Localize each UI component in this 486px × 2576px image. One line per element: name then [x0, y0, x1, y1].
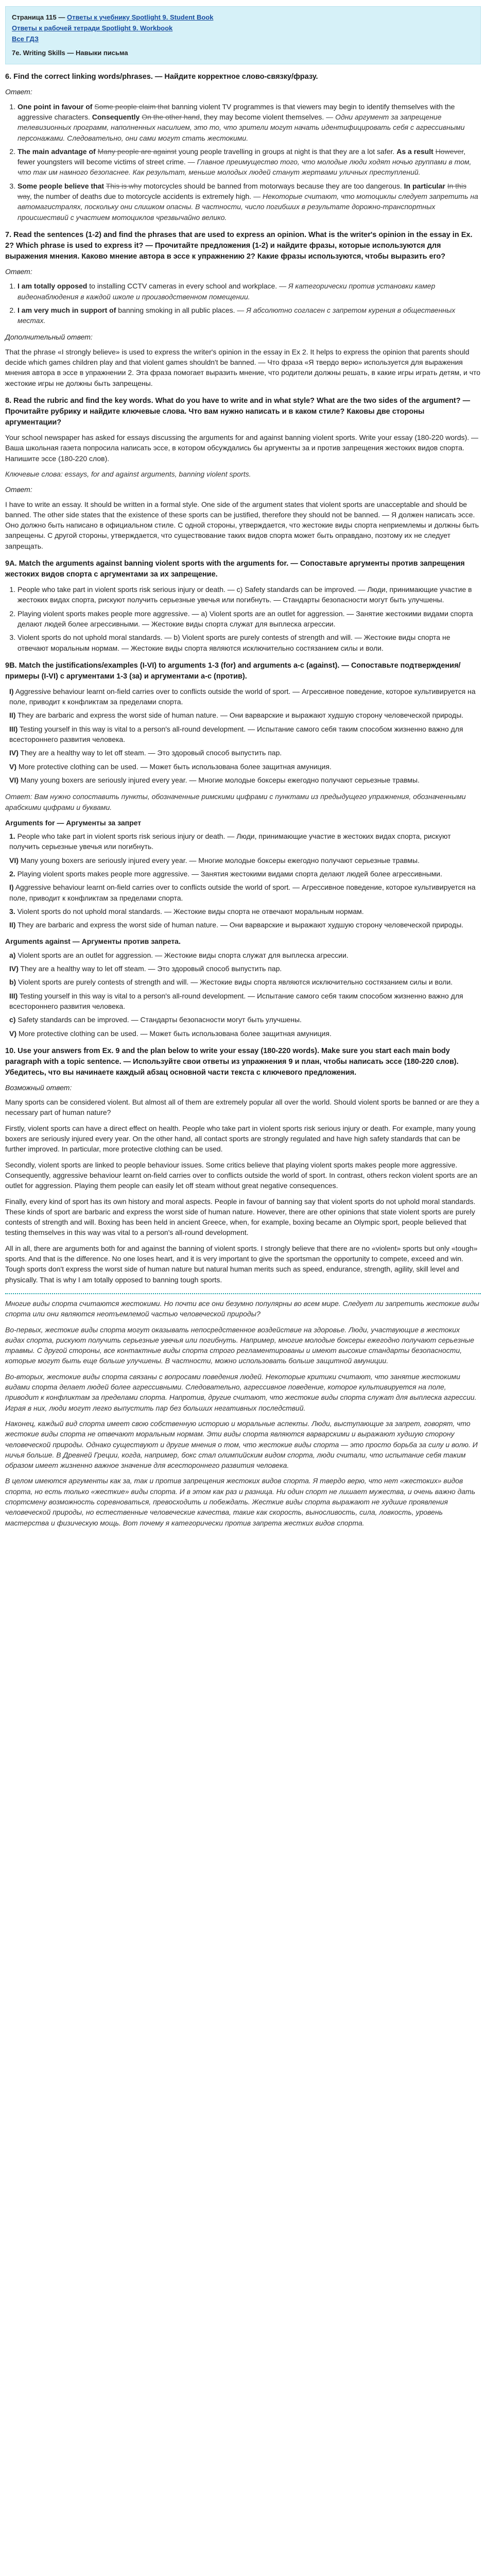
sentence-text: young people travelling in groups at night is that they are a lot safer.: [176, 147, 397, 156]
list-item: 3. Violent sports do not uphold moral standards. — b) Violent sports are purely contests of strength and will. — Жестокие виды спорта не отвечают моральным нормам. — Жестокие виды спорта являются исключительно состязанием силы и воли.: [18, 632, 481, 653]
ex7-heading: 7. Read the sentences (1-2) and find the phrases that are used to express an opinion. What is the writer's opinion in the essay in Ex. 2? Which phrase is used to express it? — Прочитайте предложения (1-2) и найдите фразы, которые используются для выражения мнения. Каково мнение автора в эссе к упражнению 2? Какие фразы используются, чтобы выразить его?: [5, 230, 473, 261]
arguments-for-list: [5, 831, 481, 930]
essay-translation: Многие виды спорта считаются жестокими. Но почти все они безумно популярны во всем мире. Следует ли запретить жестокие виды спорта или они являются неотъемлемой частью человеческой природы?: [5, 1299, 479, 1318]
ex7-extra-answer: That the phrase «I strongly believe» is used to express the writer's opinion in the essay in Ex 2. It helps to express the opinion that parents should decide which games children play and that violent games shouldn't be banned. — Что фраза «Я твердо верю» используется для выражения мнения автора в эссе в упражнении 2. Эта фраза помогает выразить мнение, что родители должны решать, в какие игры играть детям, и что жестокие игры не должны быть запрещены.: [5, 347, 481, 387]
list-item: [18, 281, 481, 302]
list-item: 2. Playing violent sports makes people more aggressive. — a) Violent sports are an outlet for aggression. — Занятие жестокими видами спорта делают людей более агрессивными. — Жестокие виды спорта служат для выплеска агрессии.: [18, 608, 481, 630]
all-gdz-link[interactable]: Все ГДЗ: [12, 35, 39, 43]
translation: — Главное преимущество того, что молодые люди ходят ночью группами в том, что так им намного безопаснее. Как результат, меньше молодых людей станут жертвами уличных преступлений.: [18, 158, 472, 177]
list-item: [9, 906, 481, 917]
struck-phrase: This is why: [106, 181, 142, 190]
item-text: Testing yourself in this way is vital to a person's all-round development. — Испытание самого себя таким способом жизненно важно для всестороннего развития человека.: [9, 724, 463, 744]
item-text: Violent sports are an outlet for aggression. — Жестокие виды спорта служат для выплеска агрессии.: [18, 951, 349, 959]
breadcrumb-panel: [5, 6, 481, 64]
linking-phrase: In particular: [404, 181, 445, 190]
list-item: [9, 710, 481, 720]
translation: — Одни аргумент за запрещение телевизионных программ, наполненных насилием, это то, что зрители могут начать идентифицировать себя с агрессивными персонажами. Следовательно, они сами могут стать жестокими.: [18, 112, 465, 142]
ex6-list: [5, 101, 481, 223]
list-item: [9, 950, 481, 960]
translation: — Я категорически против установки камер видеонаблюдения в каждой школе и производственном помещении.: [18, 282, 436, 301]
ex6-heading: 6. Find the correct linking words/phrases. — Найдите корректное слово-связку/фразу.: [5, 73, 318, 81]
item-text: Safety standards can be improved. — Стандарты безопасности могут быть улучшены.: [18, 1015, 302, 1024]
list-item: [9, 761, 481, 772]
ex9b-answer-note: Ответ: Вам нужно сопоставить пункты, обозначенные римскими цифрами с пунктами из предыдущего упражнения, обозначенными арабскими цифрами и буквами.: [5, 792, 466, 811]
essay-paragraph: Many sports can be considered violent. But almost all of them are extremely popular all over the world. Should violent sports be banned or are they a necessary part of human nature?: [5, 1098, 479, 1117]
ex9b-heading: 9B. Match the justifications/examples (I-VI) to arguments 1-3 (for) and arguments a-c (against). — Сопоставьте подтверждения/примеры (I-VI) с аргументами 1-3 (за) и аргументами a-c (против).: [5, 661, 461, 681]
struck-phrase: Some people claim that: [94, 102, 170, 111]
essay-translation: Во-первых, жестокие виды спорта могут оказывать непосредственное воздействие на здоровье. Люди, участвующие в жестоких видах спорта, рискуют получить серьезные увечья или погибнуть. Например, многие молодые боксеры ежегодно получают серьезные травмы. С другой стороны, все контактные виды спорта строго регламентированы и имеют высокие стандарты безопасности, которые могут быть еще больше улучшены. В частности, можно использовать больше защитной амуниции.: [5, 1325, 474, 1365]
ex9b-list: [5, 686, 481, 785]
list-item: [9, 991, 481, 1012]
ex7-list: [5, 281, 481, 326]
ex9a-list: [5, 584, 481, 653]
item-number: II): [9, 711, 16, 720]
list-item: [9, 977, 481, 987]
item-number: V): [9, 1029, 16, 1038]
student-book-link[interactable]: Ответы к учебнику Spotlight 9. Student Book: [66, 13, 214, 21]
item-number: I): [9, 883, 14, 892]
list-item: [9, 775, 481, 785]
item-number: 3.: [9, 907, 15, 916]
linking-phrase: Some people believe that: [18, 181, 105, 190]
ex10-answer-label: Возможный ответ:: [5, 1083, 72, 1092]
essay-paragraph: Secondly, violent sports are linked to people behaviour issues. Some critics believe that playing violent sports makes people more aggressive. Consequently, aggressive behaviour learnt on-field carries over to conflicts outside the world of sport. In contrast, others reckon violent sports are an outlet for aggression. Playing them people can easily let off steam without great negative consequences.: [5, 1160, 478, 1190]
breadcrumb: [12, 13, 474, 23]
ex8-heading: 8. Read the rubric and find the key words. What do you have to write and in what style? What are the two sides of the argument? — Прочитайте рубрику и найдите ключевые слова. Что вам нужно написать и в каком стиле? Каковы две стороны аргументации?: [5, 396, 471, 427]
item-number: IV): [9, 964, 19, 973]
list-item: [18, 101, 481, 143]
arguments-against-list: [5, 950, 481, 1039]
item-number: 1.: [9, 832, 15, 841]
list-item: [9, 724, 481, 745]
item-number: IV): [9, 749, 19, 757]
item-text: They are barbaric and express the worst side of human nature. — Они варварские и выражают худшую сторону человеческой природы.: [18, 711, 464, 720]
sentence-text: , they may become violent themselves.: [200, 112, 324, 121]
item-number: III): [9, 991, 18, 1000]
sentence-text: banning violent TV programmes is that viewers may begin to identify themselves with the aggressive characters.: [18, 102, 455, 121]
item-number: VI): [9, 856, 19, 865]
essay-paragraph: Finally, every kind of sport has its own history and moral aspects. People in favour of banning say that violent sports do not uphold moral standards. These kinds of sport are barbaric and express the worst side of human nature. However, there are other opinions that state violent sports are purely contests of strength and will. Boxing has been held in ancient Greece, when, for example, boxing became an Olympic sport, people believed that testing themselves in this way was vital to a person's all-round development.: [5, 1197, 476, 1237]
sentence-text: to installing CCTV cameras in every school and workplace.: [87, 282, 277, 291]
list-item: [9, 748, 481, 758]
struck-phrase: In this way: [18, 181, 467, 201]
arguments-for-heading: Arguments for — Аргументы за запрет: [5, 818, 142, 827]
ex8-keywords: Ключевые слова: essays, for and against arguments, banning violent sports.: [5, 469, 251, 478]
item-text: Violent sports are purely contests of strength and will. — Жестокие виды спорта являются исключительно состязанием силы и воли.: [18, 978, 453, 987]
linking-phrase: Consequently: [92, 112, 140, 121]
item-number: I): [9, 687, 14, 696]
item-text: Many young boxers are seriously injured every year. — Многие молодые боксеры ежегодно получают серьезные травмы.: [20, 775, 420, 784]
ex8-answer: I have to write an essay. It should be written in a formal style. One side of the argument states that violent sports are unacceptable and should be banned. The other side states that the existence of these sports can be justified, therefore they should not be banned. — Я должен написать эссе. Оно должно быть написано в официальном стиле. С одной стороны, утверждается, что жестокие виды спорта неприемлемы и должны быть запрещены. С другой стороны, утверждается, что существование таких видов спорта может быть оправдано, поэтому их не следует запрещать.: [5, 500, 479, 550]
essay-translation: В целом имеются аргументы как за, так и против запрещения жестоких видов спорта. Я твердо верю, что нет «жестоких» видов спорта, но есть только «жесткие» виды спорта. И в этом как раз и разница. Ни один спорт не лишает мужества, и очень важно дать спортсмену возможность соревноваться, превосходить и побеждать. Жесткие виды спорта выражают не худшие проявления человеческой природы, но естественные человеческие качества, такие как скорость, выносливость, сила, ловкость, уровень мастерства и физическую мощь. Вот почему я категорически против запрета жестких видов спорта.: [5, 1477, 476, 1527]
sentence-text: motorcycles should be banned from motorways because they are too dangerous.: [141, 181, 404, 190]
workbook-link[interactable]: Ответы к рабочей тетради Spotlight 9. Workbook: [12, 24, 173, 32]
item-number: V): [9, 762, 16, 771]
item-number: a): [9, 951, 16, 959]
list-item: [9, 1028, 481, 1039]
sentence-text: , fewer youngsters will become victims of street crime.: [18, 147, 466, 166]
sentence-text: banning smoking in all public places.: [116, 306, 235, 314]
opinion-phrase: I am very much in support of: [18, 306, 116, 314]
ex8-rubric: Your school newspaper has asked for essays discussing the arguments for and against banning violent sports. Write your essay (180-220 words). — Ваша школьная газета попросила написать эссе, в котором обсуждались бы аргументы за и против запрещения жестоких видов спорта. Напишите эссе (180-220 слов).: [5, 433, 479, 463]
translation: — Некоторые считают, что мотоциклы следует запретить на автомагистралях, поскольку они слишком опасны. В частности, число погибших в результате дорожно-транспортных происшествий с участием мотоциклов чрезвычайно велико.: [18, 192, 478, 222]
essay-paragraph: Firstly, violent sports can have a direct effect on health. People who take part in violent sports risk serious injury or death. For example, many young boxers are seriously injured every year. On the other hand, all contact sports are strongly regulated and have high safety standards that can be further improved. In particular, more protective clothing can be used.: [5, 1124, 476, 1154]
item-number: II): [9, 921, 16, 929]
essay-paragraph: All in all, there are arguments both for and against the banning of violent sports. I strongly believe that there are no «violent» sports but only «tough» sports. And that is the difference. No one loses heart, and it is very important to give the sportsman the opportunity to compete, exceed and win. Tough sports don't express the worst side of human nature but natural human merits such as speed, endurance, strength, agility, skill level and physically. That is why I am totally opposed to banning tough sports.: [5, 1244, 478, 1284]
item-number: VI): [9, 775, 19, 784]
linking-phrase: As a result: [396, 147, 433, 156]
list-item: [9, 686, 481, 707]
list-item: [9, 882, 481, 903]
essay-translation: Во-вторых, жестокие виды спорта связаны с вопросами поведения людей. Некоторые критики считают, что занятие жестокими видами спорта делает людей более агрессивными. Следовательно, агрессивное поведение, которое культивируется на поле, приводит к конфликтам за пределами спорта. Напротив, другие считают, что жестокие виды спорта служат для выплеска агрессии. Играя в них, люди могут легко выпустить пар без больших негативных последствий.: [5, 1372, 477, 1412]
ex8-answer-label: Ответ:: [5, 485, 32, 494]
item-text: Aggressive behaviour learnt on-field carries over to conflicts outside the world of sport. — Агрессивное поведение, которое культивируется на поле, приводит к конфликтам за пределами спорта.: [9, 883, 476, 902]
list-item: 1. People who take part in violent sports risk serious injury or death. — c) Safety standards can be improved. — Люди, принимающие участие в жестоких видах спорта, рискуют получить серьезные увечья или погибнуть. — Стандарты безопасности могут быть улучшены.: [18, 584, 481, 605]
item-text: They are a healthy way to let off steam. — Это здоровый способ выпустить пар.: [20, 964, 282, 973]
translation: — Я абсолютно согласен с запретом курения в общественных местах.: [18, 306, 456, 325]
ex10-heading: 10. Use your answers from Ex. 9 and the plan below to write your essay (180-220 words). Make sure you start each main body paragraph with a topic sentence. — Используйте свои ответы из упражнения 9 и план, чтобы написать эссе (180-220 слов). Убедитесь, что вы начинаете каждый абзац основной части текста с ключевого предложения.: [5, 1046, 459, 1077]
linking-phrase: One point in favour of: [18, 102, 93, 111]
linking-phrase: The main advantage of: [18, 147, 96, 156]
item-number: b): [9, 978, 16, 987]
list-item: [18, 305, 481, 326]
item-text: Playing violent sports makes people more aggressive. — Занятия жестокими видами спорта делают людей более агрессивными.: [17, 869, 442, 878]
item-text: Violent sports do not uphold moral standards. — Жестокие виды спорта не отвечают моральным нормам.: [17, 907, 364, 916]
item-number: 2.: [9, 869, 15, 878]
list-item: [9, 869, 481, 879]
section-title: 7e. Writing Skills — Навыки письма: [12, 48, 128, 57]
item-text: They are barbaric and express the worst side of human nature. — Они варварские и выражают худшую сторону человеческой природы.: [18, 921, 464, 929]
item-text: Many young boxers are seriously injured every year. — Многие молодые боксеры ежегодно получают серьезные травмы.: [20, 856, 420, 865]
list-item: [9, 963, 481, 974]
ex9a-heading: 9A. Match the arguments against banning violent sports with the arguments for. — Сопоставьте аргументы против запрещения жестоких видов спорта с аргументами за их запрещение.: [5, 559, 465, 579]
list-item: [9, 1014, 481, 1025]
opinion-phrase: I am totally opposed: [18, 282, 88, 291]
breadcrumb-prefix: Страница 115 —: [12, 13, 67, 21]
list-item: [9, 831, 481, 852]
list-item: [9, 920, 481, 930]
struck-phrase: However: [435, 147, 464, 156]
arguments-against-heading: Arguments against — Аргументы против запрета.: [5, 937, 181, 946]
item-text: They are a healthy way to let off steam. — Это здоровый способ выпустить пар.: [20, 749, 282, 757]
item-text: Aggressive behaviour learnt on-field carries over to conflicts outside the world of sport. — Агрессивное поведение, которое культивируется на поле, приводит к конфликтам за пределами спорта.: [9, 687, 476, 706]
item-number: c): [9, 1015, 16, 1024]
item-text: More protective clothing can be used. — Может быть использована более защитная амуниция.: [18, 1029, 332, 1038]
list-item: [18, 146, 481, 178]
divider: [5, 1293, 481, 1294]
ex7-extra-label: Дополнительный ответ:: [5, 333, 93, 342]
ex6-answer-label: Ответ:: [5, 88, 32, 96]
struck-phrase: Many people are against: [97, 147, 177, 156]
list-item: [9, 855, 481, 866]
item-number: III): [9, 724, 18, 733]
ex7-answer-label: Ответ:: [5, 267, 32, 276]
struck-phrase: On the other hand: [142, 112, 200, 121]
essay-translation: Наконец, каждый вид спорта имеет свою собственную историю и моральные аспекты. Люди, выступающие за запрет, говорят, что жестокие виды спорта не отвечают моральным нормам. Эти виды спорта являются варварскими и выражают худшую сторону человеческой природы. Однако существуют и другие мнения о том, что жестокие виды спорта — это просто борьба за силу и волю. И ничья больше. В Древней Греции, когда, например, бокс стал олимпийским видом спорта, люди считали, что испытание себя таким образом имеет жизненно важное значение для всестороннего развития человека.: [5, 1419, 478, 1470]
item-text: People who take part in violent sports risk serious injury or death. — Люди, принимающие участие в жестоких видах спорта, рискуют получить серьезные увечья или погибнуть.: [9, 832, 451, 851]
item-text: More protective clothing can be used. — Может быть использована более защитная амуниция.: [18, 762, 332, 771]
item-text: Testing yourself in this way is vital to a person's all-round development. — Испытание самого себя таким способом жизненно важно для всестороннего развития человека.: [9, 991, 463, 1010]
sentence-text: , the number of deaths due to motorcycle accidents is extremely high.: [29, 192, 252, 201]
list-item: [18, 181, 481, 223]
